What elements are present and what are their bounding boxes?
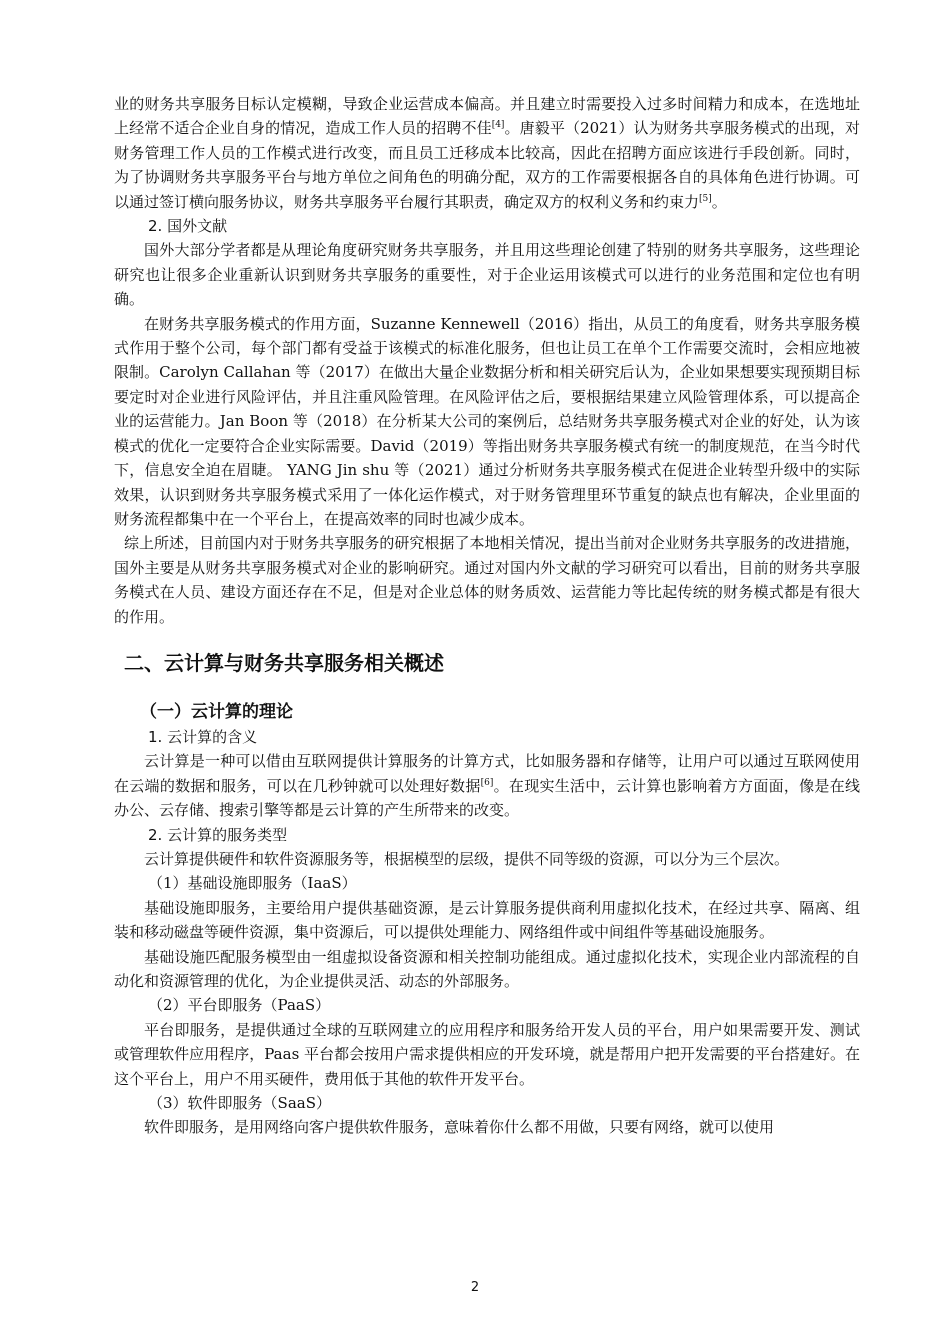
paragraph-cloud-definition <box>114 749 860 822</box>
paragraph-iaas-1: 基础设施即服务，主要给用户提供基础资源，是云计算服务提供商利用虚拟化技术，在经过共享、隔离、组装和移动磁盘等硬件资源，集中资源后，可以提供处理能力、网络组件或中间组件等基础设施服务。 <box>114 898 860 942</box>
citation-ref: [4] <box>491 120 505 131</box>
paragraph-service-types: 云计算提供硬件和软件资源服务等，根据模型的层级，提供不同等级的资源，可以分为三个层次。 <box>144 849 790 868</box>
text: 。在现实生活中，云计算也影响着方方面面，像是在线办公、云存储、搜索引擎等都是云计算的产生所带来的改变。 <box>114 776 860 820</box>
citation-ref: [6] <box>480 777 494 788</box>
page-number: 2 <box>470 1280 480 1295</box>
text: 。 <box>711 192 727 211</box>
paragraph-domestic-conclusion <box>114 92 860 214</box>
paragraph-foreign-intro: 国外大部分学者都是从理论角度研究财务共享服务，并且用这些理论创建了特别的财务共享服务，这些理论研究也让很多企业重新认识到财务共享服务的重要性，对于企业运用该模式可以进行的业务范围和定位也有明确。 <box>114 241 860 309</box>
section-heading: 二、云计算与财务共享服务相关概述 <box>124 650 444 675</box>
text: 。唐毅平（2021）认为财务共享服务模式的出现，对财务管理工作人员的工作模式进行改变，而且员工迁移成本比较高，因此在招聘方面应该进行手段创新。同时，为了协调财务共享服务平台与地方单位之间角色的明确分配，双方的工作需要根据各自的具体角色进行协调。可以通过签订横向服务协议，财务共享服务平台履行其职责，确定双方的权利义务和约束力 <box>114 119 860 211</box>
subheading-foreign-literature: 2. 国外文献 <box>148 217 228 236</box>
subsection-heading: （一）云计算的理论 <box>140 701 293 722</box>
paragraph-summary: 综上所述，目前国内对于财务共享服务的研究根据了本地相关情况，提出当前对企业财务共享服务的改进措施，国外主要是从财务共享服务模式对企业的影响研究。通过对国内外文献的学习研究可以看出，目前的财务共享服务模式在人员、建设方面还存在不足，但是对企业总体的财务质效、运营能力等比起传统的财务模式都是有很大的作用。 <box>114 534 860 626</box>
subheading-service-types: 2. 云计算的服务类型 <box>148 825 288 844</box>
paragraph-paas: 平台即服务，是提供通过全球的互联网建立的应用程序和服务给开发人员的平台，用户如果需要开发、测试或管理软件应用程序，Paas 平台都会按用户需求提供相应的开发环境，就是帮用户把开发需要的平台搭建好。在这个平台上，用户不用买硬件，费用低于其他的软件开发平台。 <box>114 1020 860 1088</box>
subheading-iaas: （1）基础设施即服务（IaaS） <box>148 874 357 893</box>
paragraph-saas: 软件即服务，是用网络向客户提供软件服务，意味着你什么都不用做，只要有网络，就可以使用 <box>144 1118 775 1137</box>
text: 业的财务共享服务目标认定模糊，导致企业运营成本偏高。并且建立时需要投入过多时间精力和成本，在选地址上经常不适合企业自身的情况，造成工作人员的招聘不佳 <box>114 95 860 138</box>
citation-ref: [5] <box>699 193 712 204</box>
subheading-cloud-meaning: 1. 云计算的含义 <box>148 727 258 746</box>
subheading-saas: （3）软件即服务（SaaS） <box>148 1094 331 1113</box>
text: 云计算是一种可以借由互联网提供计算服务的计算方式，比如服务器和存储等，让用户可以通过互联网使用在云端的数据和服务，可以在几秒钟就可以处理好数据 <box>114 752 860 795</box>
paragraph-iaas-2: 基础设施匹配服务模型由一组虚拟设备资源和相关控制功能组成。通过虚拟化技术，实现企业内部流程的自动化和资源管理的优化，为企业提供灵活、动态的外部服务。 <box>114 947 860 990</box>
subheading-paas: （2）平台即服务（PaaS） <box>148 996 331 1015</box>
paragraph-foreign-studies: 在财务共享服务模式的作用方面，Suzanne Kennewell（2016）指出，从员工的角度看，财务共享服务模式作用于整个公司，每个部门都有受益于该模式的标准化服务，但也让员工在单个工作需要交流时，会相应地被限制。Carolyn Callahan 等（2017）在做出大量企业数据分析和相关研究后认为，企业如果想要实现预期目标要定时对企业进行风险评估，并且注重风险管理。在风险评估之后，要根据结果建立风险管理体系，可以提高企业的运营能力。Jan Boon 等（2018）在分析某大公司的案例后，总结财务共享服务模式对企业的好处，认为该模式的优化一定要符合企业实际需要。David（2019）等指出财务共享服务模式有统一的制度规范，在当今时代下，信息安全迫在眉睫。 YANG Jin shu 等（2021）通过分析财务共享服务模式在促进企业转型升级中的实际效果，认识到财务共享服务模式采用了一体化运作模式，对于财务管理里环节重复的缺点也有解决，企业里面的财务流程都集中在一个平台上，在提高效率的同时也减少成本。 <box>114 314 860 528</box>
